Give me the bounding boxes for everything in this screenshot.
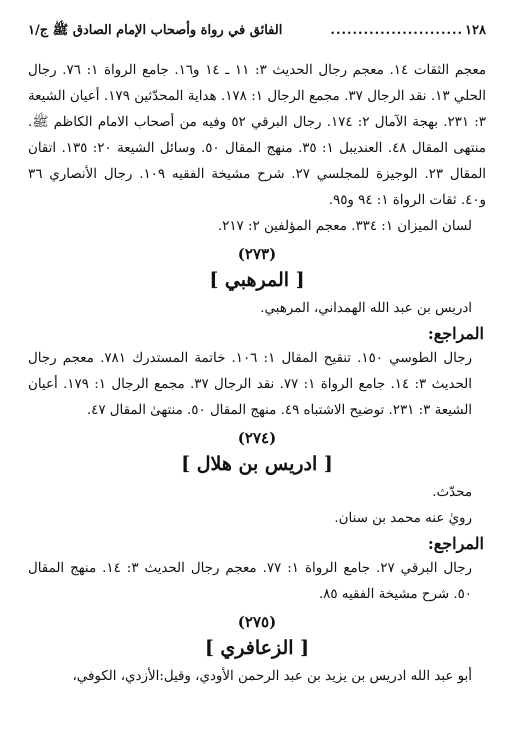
entry-number: (٢٧٥) [237,613,277,631]
header-dots: ........................ [330,23,464,38]
entry-body-line: أبو عبد الله ادريس بن يزيد بن عبد الرحمن الأودي، وقيل:الأزدي، الكوفي، [72,669,472,684]
page-number: ١٢٨ [465,23,486,38]
entry-body-line: محدّث. [432,485,472,500]
entry-heading: [ المرهبي ] [209,269,305,291]
references-heading: المراجع: [427,324,484,343]
running-title: الفائق في رواة وأصحاب الإمام الصادق ﷺ ج/١ [28,23,283,38]
entry-heading: [ ادريس بن هلال ] [181,453,333,475]
running-header [28,22,486,44]
intro-references: معجم الثقات ١٤. معجم رجال الحديث ٣: ١١ ـ ١٤ و١٦. جامع الرواة ١: ٧٦. رجال الحلي ١٣. نقد الرجال ٣٧. مجمع الرجال ١: ١٧٨. هداية المحدّثين ١٧٩. أعيان الشيعة ٣: ٢٣١. بهجة الآمال ٢: ١٧٤. رجال البرقي ٥٢ وفيه من أصحاب الامام الكاظم ﷺ. منتهى المقال ٤٨. العنديبل ١: ٣٥. منهج المقال ٥٠. وسائل الشيعة ٢٠: ١٣٥. اتقان المقال ٢٣. الوجيزة للمجلسي ٢٧. شرح مشيخة الفقيه ١٠٩. رجال الأنصاري ٣٦ و٤٠. ثقات الرواة ١: ٩٤ و٩٥. [28,63,487,208]
intro-references-last-line: لسان الميزان ١: ٣٣٤. معجم المؤلفين ٢: ٢١٧. [217,219,472,234]
entry-number: (٢٧٤) [237,429,277,447]
entry-body-line: ادريس بن عبد الله الهمداني، المرهبي. [260,301,472,316]
entry-number: (٢٧٣) [237,245,277,263]
references-text: رجال الطوسي ١٥٠. تنقيح المقال ١: ١٠٦. خاتمة المستدرك ٧٨١. معجم رجال الحديث ٣: ١٤. جامع الرواة ١: ٧٧. نقد الرجال ٣٧. مجمع الرجال ١: ١٧٩. أعيان الشيعة ٣: ٢٣١. توضيح الاشتباه ٤٩. منهج المقال ٥٠. منتهىٰ المقال ٤٧. [28,351,472,418]
entry-heading: [ الزعافري ] [204,637,310,659]
entry-body-line: رويٰ عنه محمد بن سنان. [334,511,472,526]
references-text: رجال البرقي ٢٧. جامع الرواة ١: ٧٧. معجم رجال الحديث ٣: ١٤. منهج المقال ٥٠. شرح مشيخة الفقيه ٨٥. [28,561,472,602]
references-heading: المراجع: [427,534,484,553]
